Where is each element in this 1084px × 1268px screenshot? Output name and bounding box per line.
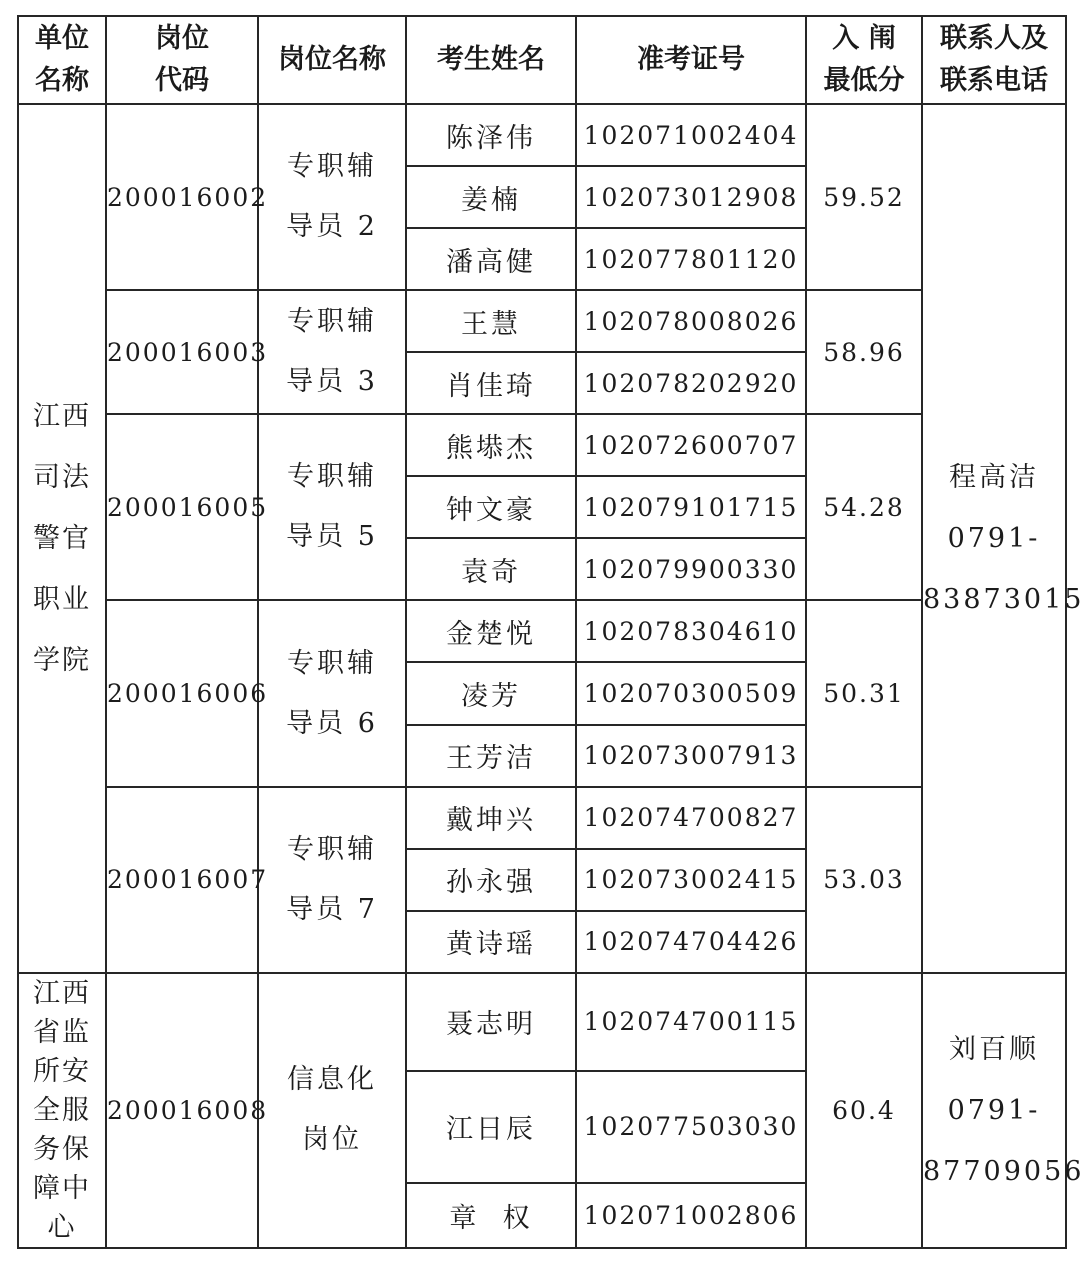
position-code-cell: 200016007 [106, 787, 258, 973]
min-score-cell: 59.52 [806, 104, 922, 290]
table-row [18, 600, 1066, 662]
ticket-number-cell: 102079900330 [576, 538, 806, 600]
position-code-cell: 200016005 [106, 414, 258, 600]
candidate-name-cell: 孙永强 [406, 849, 576, 911]
min-score-cell: 60.4 [806, 973, 922, 1248]
ticket-number-cell: 102074700115 [576, 973, 806, 1071]
position-name-cell: 专职辅 导员 2 [258, 104, 406, 290]
table-row [18, 414, 1066, 476]
candidate-name-cell: 肖佳琦 [406, 352, 576, 414]
ticket-number-cell: 102073012908 [576, 166, 806, 228]
header-code: 岗位 代码 [106, 16, 258, 104]
ticket-number-cell: 102071002404 [576, 104, 806, 166]
ticket-number-cell: 102074700827 [576, 787, 806, 849]
table-row [18, 290, 1066, 352]
candidate-name-cell: 戴坤兴 [406, 787, 576, 849]
candidate-name-cell: 陈泽伟 [406, 104, 576, 166]
candidate-name-cell: 王慧 [406, 290, 576, 352]
table-row [18, 104, 1066, 166]
candidate-name-cell: 凌芳 [406, 662, 576, 724]
min-score-cell: 50.31 [806, 600, 922, 786]
candidate-name-cell: 袁奇 [406, 538, 576, 600]
ticket-number-cell: 102073007913 [576, 725, 806, 787]
header-unit: 单位 名称 [18, 16, 106, 104]
results-table [17, 15, 1084, 1249]
contact-cell: 程高洁 0791- 83873015 [922, 104, 1066, 973]
ticket-number-cell: 102072600707 [576, 414, 806, 476]
candidate-name-cell: 熊塨杰 [406, 414, 576, 476]
position-code-cell: 200016008 [106, 973, 258, 1248]
ticket-number-cell: 102079101715 [576, 476, 806, 538]
position-name-cell: 专职辅 导员 6 [258, 600, 406, 786]
position-code-cell: 200016006 [106, 600, 258, 786]
ticket-number-cell: 102078008026 [576, 290, 806, 352]
header-name: 考生姓名 [406, 16, 576, 104]
position-code-cell: 200016002 [106, 104, 258, 290]
min-score-cell: 58.96 [806, 290, 922, 414]
candidate-name-cell: 潘高健 [406, 228, 576, 290]
candidate-name-cell: 江日辰 [406, 1071, 576, 1184]
header-score: 入 闱 最低分 [806, 16, 922, 104]
ticket-number-cell: 102074704426 [576, 911, 806, 973]
ticket-number-cell: 102078202920 [576, 352, 806, 414]
candidate-name-cell: 章 权 [406, 1183, 576, 1248]
candidate-name-cell: 钟文豪 [406, 476, 576, 538]
unit-name-cell: 江西 省监 所安 全服 务保 障中 心 [18, 973, 106, 1248]
ticket-number-cell: 102078304610 [576, 600, 806, 662]
position-name-cell: 专职辅 导员 3 [258, 290, 406, 414]
min-score-cell: 54.28 [806, 414, 922, 600]
position-name-cell: 专职辅 导员 5 [258, 414, 406, 600]
candidate-name-cell: 聂志明 [406, 973, 576, 1071]
contact-cell: 刘百顺 0791- 87709056 [922, 973, 1066, 1248]
ticket-number-cell: 102073002415 [576, 849, 806, 911]
ticket-number-cell: 102077801120 [576, 228, 806, 290]
candidate-name-cell: 黄诗瑶 [406, 911, 576, 973]
unit-name-cell: 江西 司法 警官 职业 学院 [18, 104, 106, 973]
position-name-cell: 信息化 岗位 [258, 973, 406, 1248]
candidate-name-cell: 金楚悦 [406, 600, 576, 662]
ticket-number-cell: 102070300509 [576, 662, 806, 724]
min-score-cell: 53.03 [806, 787, 922, 973]
position-name-cell: 专职辅 导员 7 [258, 787, 406, 973]
header-position: 岗位名称 [258, 16, 406, 104]
position-code-cell: 200016003 [106, 290, 258, 414]
header-row [18, 16, 1066, 104]
candidate-name-cell: 王芳洁 [406, 725, 576, 787]
ticket-number-cell: 102077503030 [576, 1071, 806, 1184]
candidate-name-cell: 姜楠 [406, 166, 576, 228]
header-contact: 联系人及 联系电话 [922, 16, 1066, 104]
header-ticket: 准考证号 [576, 16, 806, 104]
table-row [18, 787, 1066, 849]
ticket-number-cell: 102071002806 [576, 1183, 806, 1248]
table-row [18, 973, 1066, 1071]
